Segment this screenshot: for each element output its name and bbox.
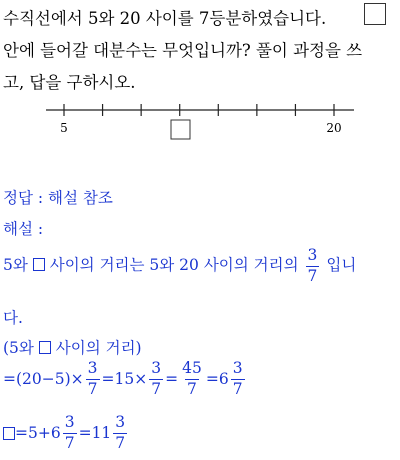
- solution-line-3: (5와 사이의 거리): [3, 339, 142, 357]
- solution-equation-2: =5+6 $\frac{3}{7}$ =11 $\frac{3}{7}$: [3, 415, 129, 451]
- answer-blank-box: [364, 3, 386, 25]
- answer-label: 정답 : 해설 참조: [3, 189, 113, 207]
- number-line-blank-box: [171, 120, 190, 139]
- solution-line-1: 5와 사이의 거리는 5와 20 사이의 거리의 $\frac{3}{7}$ 입니: [3, 246, 357, 285]
- number-line-start-label: 5: [60, 121, 68, 135]
- question-line-3: 고, 답을 구하시오.: [3, 73, 136, 92]
- blank-symbol: [33, 258, 45, 271]
- blank-symbol: [3, 427, 15, 440]
- fraction-3-7: $\frac{3}{7}$: [307, 246, 318, 285]
- solution-equation-1: =(20−5)× $\frac{3}{7}$ =15× $\frac{3}{7}$ = $\frac{45}{7}$ =6 $\frac{3}{7}$: [3, 359, 243, 398]
- number-line: [0, 96, 400, 156]
- blank-symbol: [39, 341, 51, 354]
- solution-line-2: 다.: [3, 309, 23, 327]
- question-line-1: 수직선에서 5와 20 사이를 7등분하였습니다.: [3, 9, 327, 28]
- question-line-2: 안에 들어갈 대분수는 무엇입니까? 풀이 과정을 쓰: [3, 41, 363, 60]
- solution-label: 해설 :: [3, 220, 44, 238]
- number-line-end-label: 20: [326, 121, 342, 135]
